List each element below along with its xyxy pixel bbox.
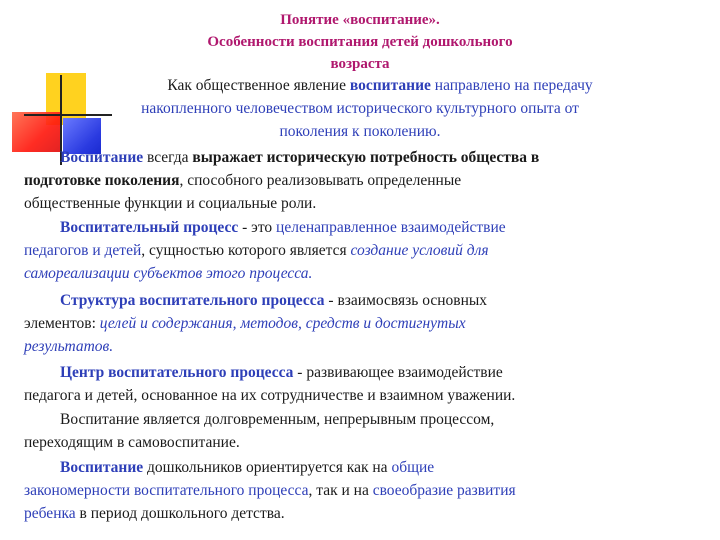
intro-line-2: накопленного человечеством исторического культурного опыта от — [141, 100, 579, 117]
paragraph-3 — [24, 289, 696, 358]
slide-title-line-3: возраста — [330, 56, 390, 72]
p4-keyword: Центр воспитательного процесса — [60, 364, 294, 381]
p3-text: - взаимосвязь основных — [324, 292, 488, 309]
p2-blue: целенаправленное взаимодействие — [276, 219, 506, 236]
p2-italic: создание условий для — [350, 242, 489, 259]
paragraph-5 — [24, 408, 696, 454]
p2-text: - это — [238, 219, 277, 236]
p2-text-2: , сущностью которого является — [141, 242, 351, 259]
p1-bold-2: подготовке поколения — [24, 172, 180, 189]
p1-bold: выражает историческую потребность общества в — [192, 149, 540, 166]
p4-text: - развивающее взаимодействие — [293, 364, 503, 381]
p1-line-3: общественные функции и социальные роли. — [24, 195, 317, 212]
p1-text: всегда — [143, 149, 193, 166]
slide-title-line-1: Понятие «воспитание». — [280, 12, 440, 28]
p5-text: Воспитание является долговременным, непрерывным процессом, — [60, 411, 495, 428]
intro-line-3: поколения к поколению. — [279, 123, 441, 140]
p3-keyword: Структура воспитательного процесса — [60, 292, 325, 309]
paragraph-2 — [24, 216, 696, 285]
p2-italic-2: самореализации субъектов этого процесса. — [24, 265, 313, 282]
p6-text: дошкольников ориентируется как на — [143, 459, 392, 476]
intro-text: Как общественное явление — [167, 77, 350, 94]
paragraph-6 — [24, 456, 696, 525]
slide-title-line-2: Особенности воспитания детей дошкольного — [207, 34, 513, 50]
p4-line-2: педагога и детей, основанное на их сотрудничестве и взаимном уважении. — [24, 387, 516, 404]
intro-keyword: воспитание — [349, 77, 431, 94]
intro-paragraph — [24, 74, 696, 143]
p3-text-2: элементов: — [24, 315, 100, 332]
paragraph-4 — [24, 361, 696, 407]
p1-text-2: , способного реализовывать определенные — [179, 172, 462, 189]
p6-blue-4: ребенка — [24, 505, 76, 522]
p2-keyword: Воспитательный процесс — [60, 219, 239, 236]
p1-keyword: Воспитание — [60, 149, 144, 166]
p5-line-2: переходящим в самовоспитание. — [24, 434, 240, 451]
p6-blue: общие — [391, 459, 435, 476]
p6-blue-3: своеобразие развития — [372, 482, 516, 499]
p6-text-3: в период дошкольного детства. — [75, 505, 285, 522]
paragraph-1 — [24, 146, 696, 215]
intro-text-blue: направлено на передачу — [430, 77, 593, 94]
p3-italic: целей и содержания, методов, средств и достигнутых — [99, 315, 466, 332]
p6-text-2: , так и на — [308, 482, 373, 499]
p2-blue-2: педагогов и детей — [24, 242, 142, 259]
p3-italic-2: результатов. — [24, 338, 114, 355]
p6-keyword: Воспитание — [60, 459, 144, 476]
p6-blue-2: закономерности воспитательного процесса — [24, 482, 309, 499]
